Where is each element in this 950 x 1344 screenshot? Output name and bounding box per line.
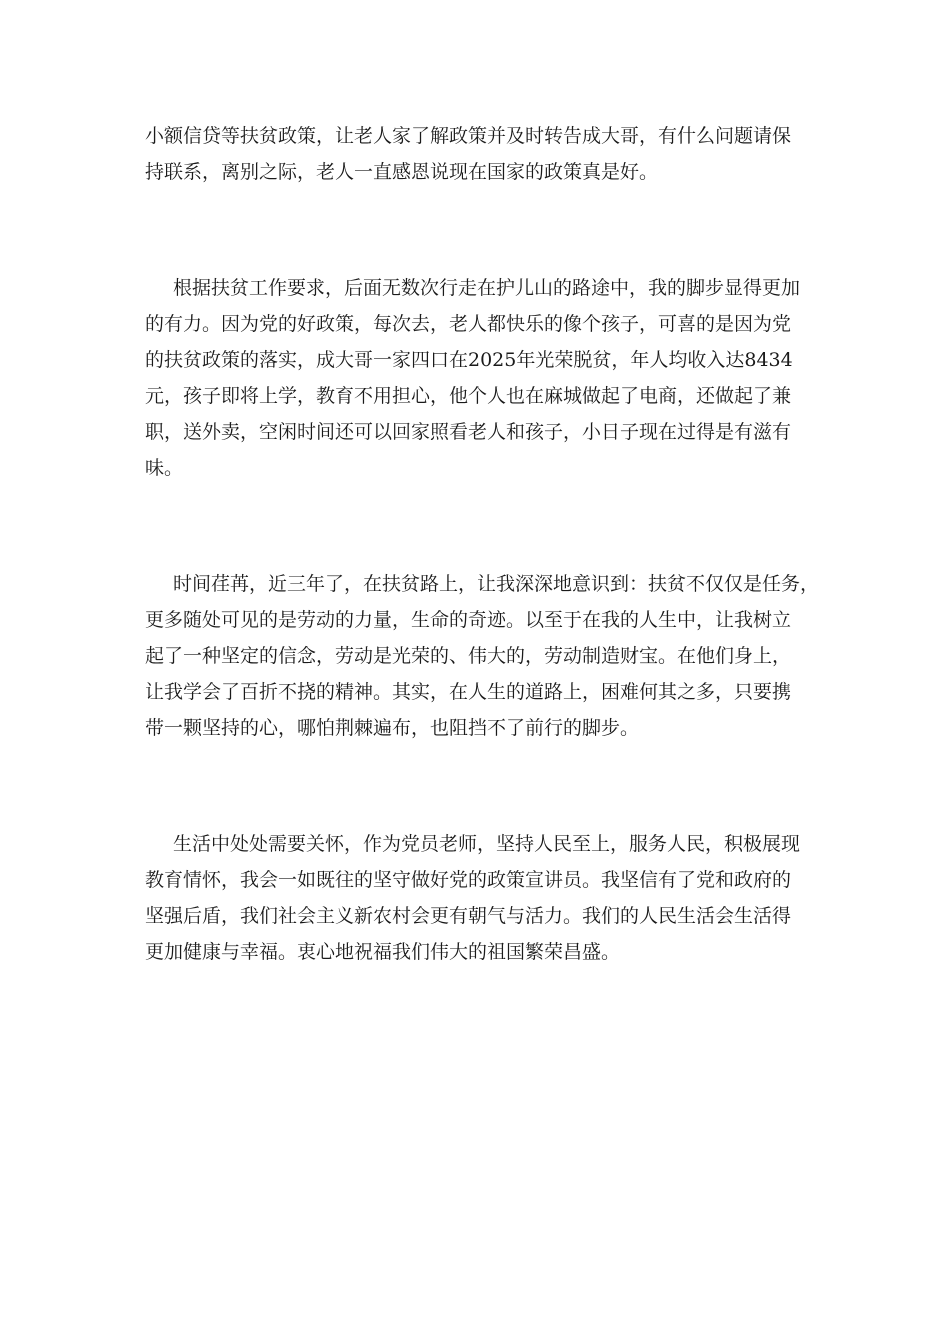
paragraph-2 xyxy=(145,270,810,486)
paragraph-line: 更多随处可见的是劳动的力量，生命的奇迹。以至于在我的人生中，让我树立 xyxy=(145,609,792,631)
paragraph-line: 小额信贷等扶贫政策，让老人家了解政策并及时转告成大哥，有什么问题请保 xyxy=(145,125,792,147)
paragraph-line: 带一颗坚持的心，哪怕荆棘遍布，也阻挡不了前行的脚步。 xyxy=(145,717,640,739)
paragraph-line: 的扶贫政策的落实，成大哥一家四口在2025年光荣脱贫，年人均收入达8434 xyxy=(145,349,793,371)
paragraph-line: 教育情怀，我会一如既往的坚守做好党的政策宣讲员。我坚信有了党和政府的 xyxy=(145,869,792,891)
paragraph-line: 起了一种坚定的信念，劳动是光荣的、伟大的，劳动制造财宝。在他们身上， xyxy=(145,645,792,667)
document-body xyxy=(145,118,820,970)
paragraph-line: 让我学会了百折不挠的精神。其实，在人生的道路上，困难何其之多，只要携 xyxy=(145,681,792,703)
paragraph-line: 元，孩子即将上学，教育不用担心，他个人也在麻城做起了电商，还做起了兼 xyxy=(145,385,792,407)
paragraph-line: 生活中处处需要关怀，作为党员老师，坚持人民至上，服务人民，积极展现 xyxy=(173,833,801,855)
paragraph-line: 的有力。因为党的好政策，每次去，老人都快乐的像个孩子，可喜的是因为党 xyxy=(145,313,792,335)
paragraph-line: 持联系，离别之际，老人一直感恩说现在国家的政策真是好。 xyxy=(145,161,659,183)
paragraph-1 xyxy=(145,118,810,190)
paragraph-spacing xyxy=(145,190,810,270)
paragraph-spacing xyxy=(145,746,810,826)
paragraph-line: 更加健康与幸福。衷心地祝福我们伟大的祖国繁荣昌盛。 xyxy=(145,941,621,963)
paragraph-4 xyxy=(145,826,810,970)
paragraph-spacing xyxy=(145,486,810,566)
paragraph-line: 时间荏苒，近三年了，在扶贫路上，让我深深地意识到：扶贫不仅仅是任务， xyxy=(173,573,820,595)
paragraph-3 xyxy=(145,566,820,746)
paragraph-line: 根据扶贫工作要求，后面无数次行走在护儿山的路途中，我的脚步显得更加 xyxy=(173,277,801,299)
paragraph-line: 职，送外卖，空闲时间还可以回家照看老人和孩子，小日子现在过得是有滋有 xyxy=(145,421,792,443)
paragraph-line: 味。 xyxy=(145,457,184,479)
paragraph-line: 坚强后盾，我们社会主义新农村会更有朝气与活力。我们的人民生活会生活得 xyxy=(145,905,792,927)
